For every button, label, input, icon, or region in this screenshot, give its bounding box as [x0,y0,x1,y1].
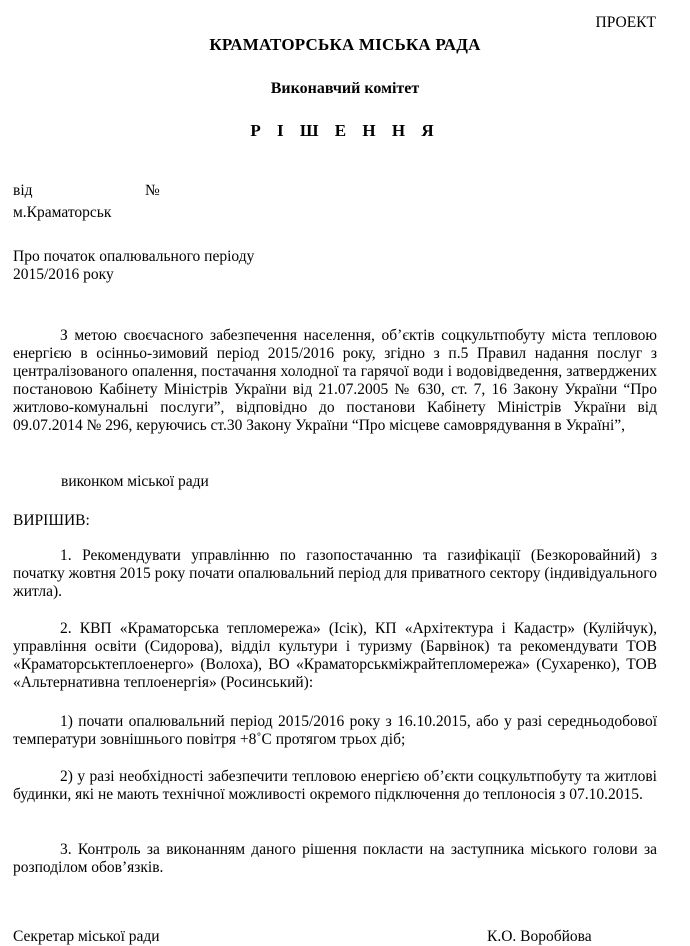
date-label: від [13,182,33,199]
item-1: 1. Рекомендувати управлінню по газопостачанню та газифікації (Безкоровайний) з початку жовтня 2015 року почати опалювальний період для приватного сектору (індивідуального житла). [13,547,657,600]
council-name: КРАМАТОРСЬКА МІСЬКА РАДА [209,35,481,54]
item-2-subitem-1: 1) почати опалювальний період 2015/2016 року з 16.10.2015, або у разі середньодобової температури зовнішнього повітря +8˚С протягом трьох діб; [13,713,657,748]
subject-line-1: Про початок опалювального періоду [13,248,255,265]
number-label: № [145,182,160,199]
executive-committee-line: виконком міської ради [61,473,209,490]
date-line [13,182,160,200]
item-2-subitem-2: 2) у разі необхідності забезпечити тепловою енергією об’єкти соцкультпобуту та житлові будинки, які не мають технічної можливості окремого підключення до теплоносія з 07.10.2015. [13,768,657,803]
item-3: 3. Контроль за виконанням даного рішення покласти на заступника міського голови за розподілом обов’язків. [13,841,657,876]
resolved-heading: ВИРІШИВ: [13,512,90,529]
document-title: Р І Ш Е Н Н Я [250,121,440,140]
item-2: 2. КВП «Краматорська тепломережа» (Ісік), КП «Архітектура і Кадастр» (Кулійчук), управління освіти (Сидорова), відділ культури і туризму (Барвінок) та рекомендувати ТОВ «Краматорськтеплоенерго» (Волоха), ВО «Краматорськміжрайтепломережа» (Сухаренко), ТОВ «Альтернативна теплоенергія» (Росинський): [13,620,657,691]
city: м.Краматорськ [13,204,112,221]
draft-mark: ПРОЕКТ [595,14,656,31]
subject-line-2: 2015/2016 року [13,266,114,283]
subject [13,248,313,284]
preamble-paragraph: З метою своєчасного забезпечення населення, об’єктів соцкультпобуту міста тепловою енергією в осінньо-зимовий період 2015/2016 року, згідно з п.5 Правил надання послуг з централізованого опалення, постачання холодної та гарячої води і водовідведення, затверджених постановою Кабінету Міністрів України від 21.07.2005 № 630, ст. 7, 16 Закону України “Про житлово-комунальні послуги”, відповідно до постанови Кабінету Міністрів України від 09.07.2014 № 296, керуючись ст.30 Закону України “Про місцеве самоврядування в Україні”, [13,327,657,434]
signatory-role: Секретар міської ради [13,928,160,945]
signatory-name: К.О. Воробйова [487,928,592,945]
committee-name: Виконавчий комітет [270,80,420,97]
